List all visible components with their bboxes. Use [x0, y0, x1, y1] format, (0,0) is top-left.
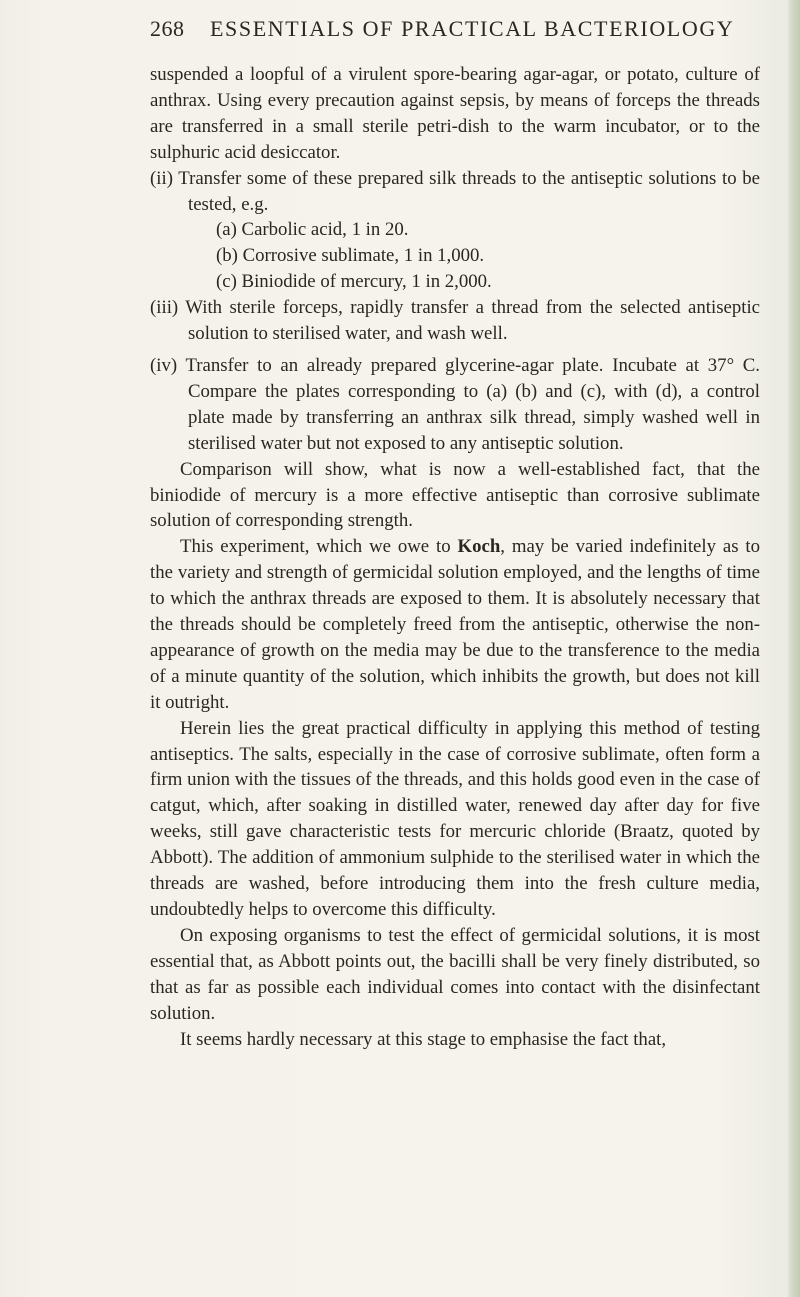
page-body [150, 62, 760, 1052]
step-iv: (iv) Transfer to an already prepared glycerine-agar plate. Incubate at 37° C. Compare the plates corresponding to (a) (b) and (c), with (d), a control plate made by transferring an anthrax silk thread, simply washed well in sterilised water but not exposed to any antiseptic solution. [150, 354, 760, 454]
page-number: 268 [150, 16, 185, 41]
solution-b: (b) Corrosive sublimate, 1 in 1,000. [216, 245, 485, 267]
paragraph-comparison: Comparison will show, what is now a well-established fact, that the biniodide of mercury is a more effective antiseptic than corrosive sublimate solution of corresponding strength. [150, 458, 760, 532]
experiment-text-rest: , may be varied indefinitely as to the variety and strength of germicidal solution employed, and the lengths of time to which the anthrax threads are exposed to them. It is absolutely necessary that the threads should be completely freed from the antiseptic, otherwise the non-appearance of growth on the media may be due to the transference to the media of a minute quantity of the solution, which inhibits the growth, but does not kill it outright. [150, 536, 760, 713]
paragraph-last: It seems hardly necessary at this stage to emphasise the fact that, [180, 1028, 667, 1050]
paragraph-experiment [150, 534, 760, 715]
paragraph-difficulty: Herein lies the great practical difficulty in applying this method of testing antiseptics. The salts, especially in the case of corrosive sublimate, often form a firm union with the tissues of the threads, and this holds good even in the case of catgut, which, after soaking in distilled water, renewed day after day for five weeks, still gave characteristic tests for mercuric chloride (Braatz, quoted by Abbott). The addition of ammonium sulphide to the sterilised water in which the threads are washed, before introducing them into the fresh culture media, undoubtedly helps to overcome this difficulty. [150, 717, 760, 920]
page-edge [788, 0, 800, 1297]
page-header [150, 16, 760, 50]
solution-a: (a) Carbolic acid, 1 in 20. [216, 219, 409, 241]
step-iii: (iii) With sterile forceps, rapidly transfer a thread from the selected antiseptic solution to sterilised water, and wash well. [150, 297, 760, 345]
running-head: ESSENTIALS OF PRACTICAL BACTERIOLOGY [210, 16, 735, 41]
solution-c: (c) Biniodide of mercury, 1 in 2,000. [216, 271, 492, 293]
experiment-text-start: This experiment, which we owe to [180, 536, 451, 558]
paragraph-intro: suspended a loopful of a virulent spore-bearing agar-agar, or potato, culture of anthrax. Using every precaution against sepsis, by means of forceps the threads are transferred in a small sterile petri-dish to the warm incubator, or to the sulphuric acid desiccator. [150, 64, 760, 163]
paragraph-exposing: On exposing organisms to test the effect of germicidal solutions, it is most essential that, as Abbott points out, the bacilli shall be very finely distributed, so that as far as possible each individual comes into contact with the disinfectant solution. [150, 924, 760, 1024]
step-ii: (ii) Transfer some of these prepared silk threads to the antiseptic solutions to be tested, e.g. [150, 167, 760, 215]
koch-name: Koch [457, 536, 501, 558]
